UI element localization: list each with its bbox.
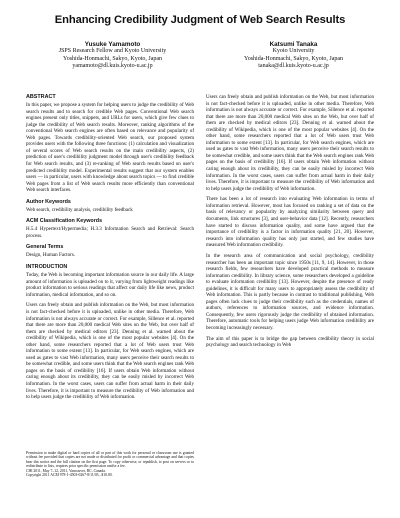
terms-heading: General Terms xyxy=(26,244,64,251)
author-block-2 xyxy=(206,41,381,71)
author-email: tanaka@dl.kuis.kyoto-u.ac.jp xyxy=(258,63,329,70)
author-name: Yusuke Yamamoto xyxy=(84,41,141,48)
copyright-conference: CHI 2011, May 7–12, 2011, Vancouver, BC, Canada. xyxy=(26,468,106,473)
terms-text: Design, Human Factors. xyxy=(26,252,76,259)
keywords-text: Web search, credibility analysis, credibility feedback xyxy=(26,206,133,213)
author-address: Yoshida-Honmachi, Sakyo, Kyoto, Japan xyxy=(62,55,163,62)
abstract-text: In this paper, we propose a system for helping users to judge the credibility of Web search results and to search for credible Web pages. Conventional Web search engines present only titles, snippets, and URLs for users, which give few clues to judge the credibility of Web search results. Moreover, ranking algorithms of the conventional Web search engines are often based on relevance and popularity of Web pages. Towards credibility-oriented Web search, our proposed system provides users with the following three functions: (1) calculation and visualization of several scores of Web search results on the main credibility aspects, (2) prediction of user's credibility judgment model through user's credibility feedback for Web search results, and (3) re-ranking of Web search results based on user's predicted credibility model. Experimental results suggest that our system enables users — in particular, users with knowledge about search topics — to find credible Web pages from a list of Web search results more efficiently than conventional Web search interfaces. xyxy=(26,102,194,194)
intro-paragraph-2-start: Users can freely obtain and publish information on the Web, but most information is not fact-checked before it is uploaded, unlike in other media. Therefore, Web information is not always accurate or correct. For example, Sillence et al. reported that there are more than 20,000 medical Web sites on the Web, but over half of them are checked by medical editors [23]. Denning et al. warned about the credibility of Wikipedia, which is one of the most popular websites [4]. On the other hand, some researchers reported that a lot of Web users trust Web information to some extent [13]. In particular, for Web search engines, which are used as gates to vast Web information, many users perceive their search results to be somewhat credible, and some users think that the Web search engines rank Web pages on the basis of credibility [16]. If users obtain Web information without caring enough about its credibility, they can be easily misled by incorrect Web information. In the worst cases, users can suffer from actual harm in their daily lives. Therefore, it is important to measure the credibility of Web information and to help users judge the credibility of Web information. xyxy=(26,302,194,401)
copyright-notice xyxy=(26,451,194,478)
intro-paragraph-1: Today, the Web is becoming important information source in our daily life. A large amount of information is uploaded on to it, varying from lightweight readings like product information to serious readings that affect our daily life like news, product information, medical information, and so on. xyxy=(26,272,194,298)
paper-title: Enhancing Credibility Judgment of Web Search Results xyxy=(54,14,346,26)
author-name: Katsumi Tanaka xyxy=(269,41,318,48)
acm-text: H.5.4 Hypertext/Hypermedia; H.3.3 Information Search and Retrieval: Search process. xyxy=(26,226,194,239)
intro-heading: INTRODUCTION xyxy=(26,264,68,271)
intro-paragraph-5: The aim of this paper is to bridge the gap between credibility theory in social psychology and search technology in Web xyxy=(206,335,374,349)
author-block-1 xyxy=(25,41,200,71)
intro-paragraph-2: Users can freely obtain and publish information on the Web, but most information is not fact-checked before it is uploaded, unlike in other media. Therefore, Web information is not always accurate or correct. For example, Sillence et al. reported that there are more than 20,000 medical Web sites on the Web, but over half of them are checked by medical editors [23]. Denning et al. warned about the credibility of Wikipedia, which is one of the most popular websites [4]. On the other hand, some researchers reported that a lot of Web users trust Web information to some extent [13]. In particular, for Web search engines, which are used as gates to vast Web information, many users perceive their search results to be somewhat credible, and some users think that the Web search engines rank Web pages on the basis of credibility [16]. If users obtain Web information without caring enough about its credibility, they can be easily misled by incorrect Web information. In the worst cases, users can suffer from actual harm in their daily lives. Therefore, it is important to measure the credibility of Web information and to help users judge the credibility of Web information. xyxy=(206,94,374,192)
abstract-heading: ABSTRACT xyxy=(26,94,56,100)
author-address: Yoshida-Honmachi, Sakyo, Kyoto, Japan xyxy=(243,55,344,62)
intro-paragraph-4: In the research area of communication and social psychology, credibility researcher has been an important topic since 1950s [11, 9, 14]. However, in those research fields, few researchers have developed practical methods to measure information credibility. In library science, some researchers developed a guideline to evaluate information credibility [13]. However, despite the presence of ready guidelines, it is difficult for many users to appropriately assess the credibility of Web information. This is partly because in contrast to traditional publishing, Web pages often lack clues to judge their credibility such as the credentials, names of authors, references to information sources, and evidence information. Consequently, few users rigorously judge the credibility of obtained information. Therefore, automatic tools for helping users judge Web information credibility are becoming increasingly necessary. xyxy=(206,252,374,331)
author-affiliation: Kyoto University xyxy=(272,48,315,55)
copyright-permission: Permission to make digital or hard copies of all or part of this work for personal or classroom use is granted without fee provided that copies are not made or distributed for profit or commercial advantage and that copies bear this notice and the full citation on the first page. To copy otherwise, or republish, to post on servers or to redistribute to lists, requires prior specific permission and/or a fee. xyxy=(26,451,194,469)
intro-paragraph-3: There has been a lot of research into evaluating Web information in terms of information retrieval. However, most has focused on ranking a set of data on the basis of relevancy or popularity by analyzing similarity between query and documents, link structures [3], and user-behavior data [12]. Recently, researchers have started to discuss information quality, and some have argued that the importance of credibility is a factor in information quality [21, 20]. However, research into information quality has only just started, and few studies have measured Web information credibility. xyxy=(206,196,374,249)
author-email: yamamoto@dl.kuis.kyoto-u.ac.jp xyxy=(72,63,153,70)
author-affiliation: JSPS Research Fellow and Kyoto University xyxy=(58,48,167,55)
right-column xyxy=(206,94,374,353)
keywords-heading: Author Keywords xyxy=(26,198,71,205)
copyright-line: Copyright 2011 ACM 978-1-4503-0267-8/11/05...$10.00. xyxy=(26,473,113,478)
left-column xyxy=(26,94,194,401)
acm-heading: ACM Classification Keywords xyxy=(26,218,103,225)
